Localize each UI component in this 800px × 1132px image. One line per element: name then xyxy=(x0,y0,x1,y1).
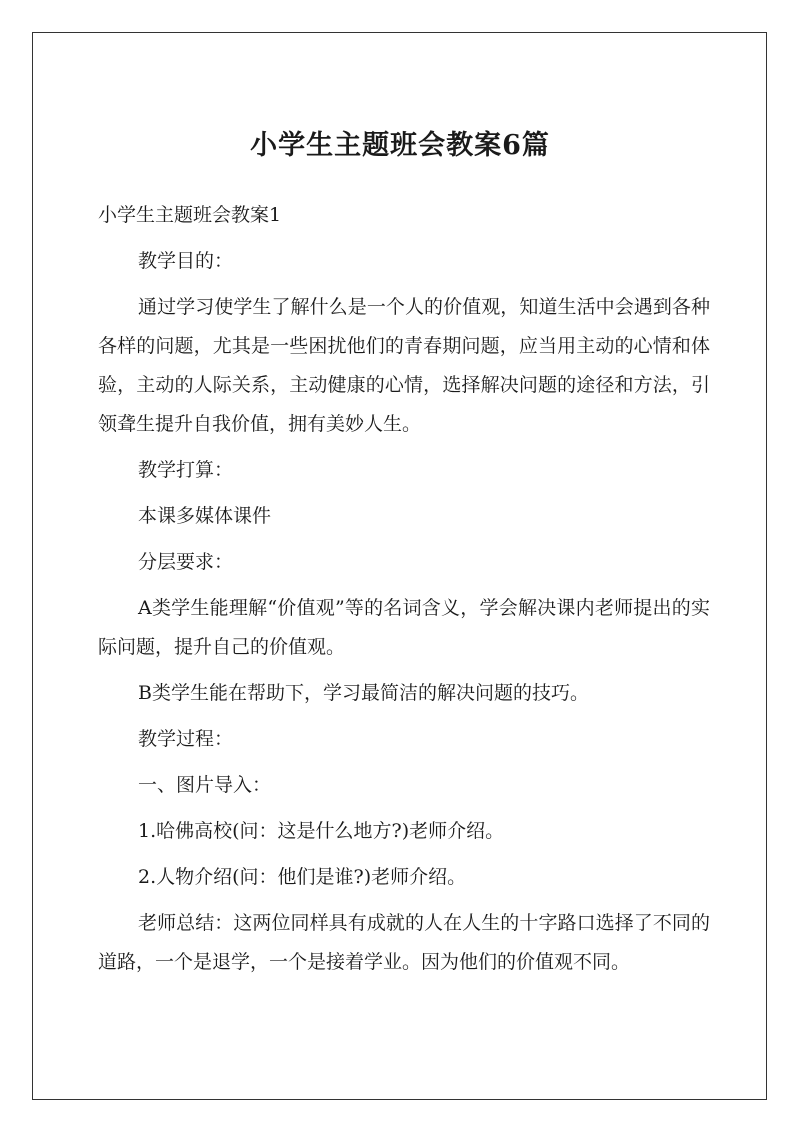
paragraph-summary: 老师总结：这两位同样具有成就的人在人生的十字路口选择了不同的道路，一个是退学，一个是接着学业。因为他们的价值观不同。 xyxy=(98,912,710,973)
paragraph-teaching-prep-label: 教学打算： xyxy=(138,459,234,481)
paragraph-teaching-prep-text: 本课多媒体课件 xyxy=(138,505,272,527)
paragraph-item-2: 2.人物介绍(问：他们是谁?)老师介绍。 xyxy=(138,866,467,888)
paragraph-step-one: 一、图片导入： xyxy=(138,774,272,796)
paragraph-tier-a: A类学生能理解“价值观”等的名词含义，学会解决课内老师提出的实际问题，提升自己的价值观。 xyxy=(98,597,710,658)
paragraph-tier-b: B类学生能在帮助下，学习最简洁的解决问题的技巧。 xyxy=(138,682,589,704)
paragraph-item-1: 1.哈佛高校(问：这是什么地方?)老师介绍。 xyxy=(138,820,505,842)
section-heading: 小学生主题班会教案1 xyxy=(98,204,282,226)
document-title: 小学生主题班会教案6篇 xyxy=(250,130,550,161)
paragraph-tiered-req-label: 分层要求： xyxy=(138,551,234,573)
paragraph-teaching-goal-text: 通过学习使学生了解什么是一个人的价值观，知道生活中会遇到各种各样的问题，尤其是一些困扰他们的青春期问题，应当用主动的心情和体验，主动的人际关系，主动健康的心情，选择解决问题的途径和方法，引领聋生提升自我价值，拥有美妙人生。 xyxy=(98,296,710,435)
paragraph-teaching-goal-label: 教学目的： xyxy=(138,250,234,272)
document-body xyxy=(98,196,710,989)
paragraph-process-label: 教学过程： xyxy=(138,728,234,750)
